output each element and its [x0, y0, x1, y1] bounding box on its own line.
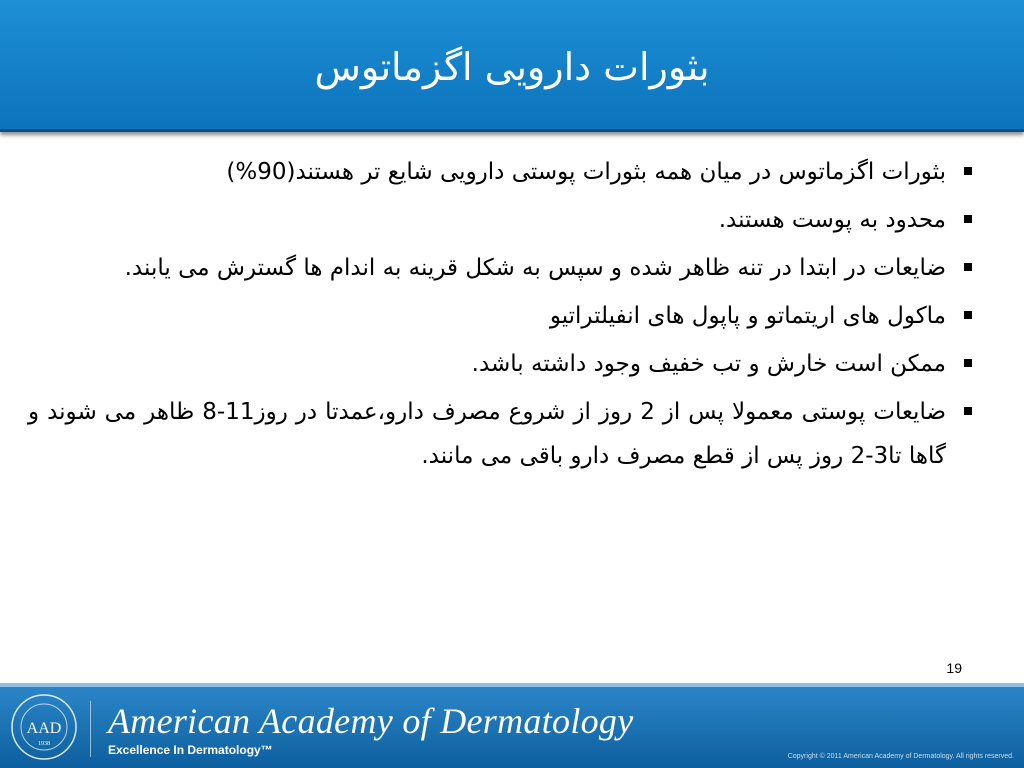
- bullet-item: [28, 390, 972, 478]
- square-bullet-icon: [964, 407, 972, 415]
- square-bullet-icon: [964, 215, 972, 223]
- bullet-text: بثورات اگزماتوس در میان همه بثورات پوستی دارویی شایع تر هستند(90%): [226, 159, 946, 185]
- slide-title: بثورات دارویی اگزماتوس: [314, 45, 710, 89]
- seal-text: AAD: [26, 720, 62, 737]
- copyright-notice: Copyright © 2011 American Academy of Dermatology. All rights reserved.: [787, 753, 1014, 760]
- organization-name: American Academy of Dermatology: [108, 701, 634, 741]
- bullet-item: [28, 246, 972, 290]
- aad-seal-logo: [10, 693, 78, 761]
- bullet-text: ضایعات پوستی معمولا پس از 2 روز از شروع مصرف دارو،عمدتا در روز11-8 ظاهر می شوند و گاها تا3-2 روز پس از قطع مصرف دارو باقی می مانند.: [28, 399, 946, 469]
- title-bar: [0, 0, 1024, 132]
- bullet-text: ضایعات در ابتدا در تنه ظاهر شده و سپس به شکل قرینه به اندام ها گسترش می یابند.: [124, 255, 946, 281]
- bullet-text: محدود به پوست هستند.: [718, 207, 946, 233]
- footer: [0, 687, 1024, 768]
- bullet-item: [28, 150, 972, 194]
- square-bullet-icon: [964, 263, 972, 271]
- footer-divider: [90, 701, 91, 757]
- bullet-item: [28, 342, 972, 386]
- square-bullet-icon: [964, 359, 972, 367]
- slide-content: [28, 150, 972, 482]
- bullet-item: [28, 294, 972, 338]
- page-number: 19: [946, 660, 962, 676]
- bullet-text: ماکول های اریتماتو و پاپول های انفیلتراتیو: [549, 303, 946, 329]
- tagline: Excellence In Dermatology™: [108, 743, 273, 757]
- square-bullet-icon: [964, 311, 972, 319]
- bullet-item: [28, 198, 972, 242]
- square-bullet-icon: [964, 167, 972, 175]
- bullet-text: ممکن است خارش و تب خفیف وجود داشته باشد.: [471, 351, 946, 377]
- seal-year: 1938: [38, 741, 50, 747]
